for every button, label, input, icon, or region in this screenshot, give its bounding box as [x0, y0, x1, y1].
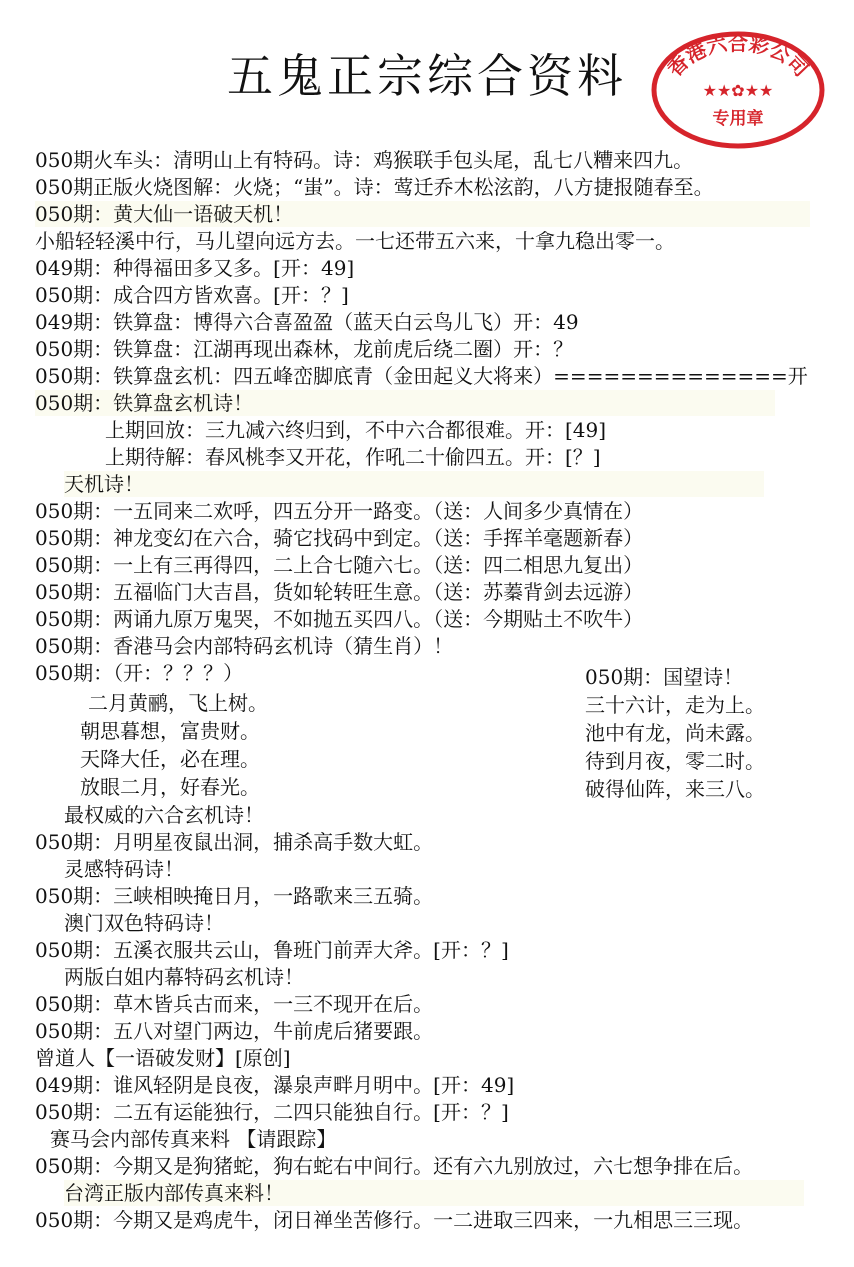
text-line: 050期：二五有运能独行，二四只能独自行。[开：？]	[35, 1100, 509, 1124]
text-line: 两版白姐内幕特码玄机诗！	[64, 965, 304, 989]
side-poem-line: 待到月夜，零二时。	[585, 749, 765, 773]
svg-text:香港六合彩公司: 香港六合彩公司	[662, 31, 814, 82]
text-line: 050期：五福临门大吉昌，货如轮转旺生意。（送：苏蓁背剑去远游）	[35, 580, 644, 604]
page-title: 五鬼正宗综合资料	[227, 49, 627, 103]
text-line: 050期：今期又是狗猪蛇，狗右蛇右中间行。还有六九别放过，六七想争排在后。	[35, 1154, 754, 1178]
text-line: 050期：铁算盘：江湖再现出森林，龙前虎后绕二圈）开：？	[35, 337, 574, 361]
text-line: 上期待解：春风桃李又开花，作吼二十偷四五。开：[？]	[105, 445, 601, 469]
text-line: 050期：一上有三再得四，二上合七随六七。（送：四二相思九复出）	[35, 553, 644, 577]
svg-text:★★✿★★: ★★✿★★	[702, 81, 774, 100]
text-line: 050期：月明星夜鼠出洞，捕杀高手数大虹。	[35, 830, 434, 854]
text-line: 050期：草木皆兵古而来，一三不现开在后。	[35, 992, 434, 1016]
text-line: 050期：五八对望门两边，牛前虎后猪要跟。	[35, 1019, 434, 1043]
text-line: 050期：铁算盘玄机：四五峰峦脚底青（金田起义大将来）==============开	[35, 364, 808, 388]
text-line: 050期正版火烧图解：火烧；“蚩”。诗：莺迁乔木松泫韵，八方捷报随春至。	[35, 175, 714, 199]
text-line: 050期：两诵九原万鬼哭，不如抛五买四八。（送：今期贴土不吹牛）	[35, 607, 644, 631]
text-line: 050期：神龙变幻在六合，骑它找码中到定。（送：手挥羊毫题新春）	[35, 526, 644, 550]
company-seal	[650, 30, 826, 150]
side-poem-line: 池中有龙，尚未露。	[585, 721, 765, 745]
text-line: 最权威的六合玄机诗！	[64, 803, 264, 827]
text-line: 050期：（开：？？？）	[35, 661, 244, 685]
text-line: 050期：三峡相映掩日月，一路歌来三五骑。	[35, 884, 434, 908]
text-line: 050期：今期又是鸡虎牛，闭日禅坐苦修行。一二进取三四来，一九相思三三现。	[35, 1208, 754, 1232]
text-line: 050期：黄大仙一语破天机！	[35, 201, 810, 227]
text-line: 050期：铁算盘玄机诗！	[35, 390, 775, 416]
side-poem-line: 050期：国望诗！	[585, 665, 744, 689]
text-line: 台湾正版内部传真来料！	[64, 1180, 804, 1206]
text-line: 赛马会内部传真来料 【请跟踪】	[50, 1127, 337, 1151]
text-line: 049期：铁算盘：博得六合喜盈盈（蓝天白云鸟儿飞）开：49	[35, 310, 579, 334]
text-line: 曾道人【一语破发财】[原创]	[35, 1046, 291, 1070]
text-line: 上期回放：三九减六终归到，不中六合都很难。开：[49]	[105, 418, 607, 442]
text-line: 049期：谁风轻阴是良夜，瀑泉声畔月明中。[开：49]	[35, 1073, 515, 1097]
text-line: 朝思暮想，富贵财。	[80, 719, 260, 743]
side-poem-line: 三十六计，走为上。	[585, 693, 765, 717]
text-line: 050期：五溪衣服共云山，鲁班门前弄大斧。[开：？]	[35, 938, 509, 962]
svg-text:专用章: 专用章	[712, 109, 764, 129]
text-line: 小船轻轻溪中行，马儿望向远方去。一七还带五六来，十拿九稳出零一。	[35, 229, 675, 253]
side-poem-line: 破得仙阵，来三八。	[585, 777, 765, 801]
text-line: 050期：一五同来二欢呼，四五分开一路变。（送：人间多少真情在）	[35, 499, 644, 523]
text-line: 放眼二月，好春光。	[80, 775, 260, 799]
text-line: 050期火车头：清明山上有特码。诗：鸡猴联手包头尾，乱七八糟来四九。	[35, 148, 694, 172]
text-line: 天降大任，必在理。	[80, 747, 260, 771]
text-line: 澳门双色特码诗！	[64, 911, 224, 935]
text-line: 050期：成合四方皆欢喜。[开：？]	[35, 283, 349, 307]
text-line: 050期：香港马会内部特码玄机诗（猜生肖）！	[35, 634, 454, 658]
text-line: 灵感特码诗！	[64, 857, 184, 881]
text-line: 天机诗！	[64, 471, 764, 497]
text-line: 二月黄鹂，飞上树。	[88, 691, 268, 715]
text-line: 049期：种得福田多又多。[开：49]	[35, 256, 355, 280]
